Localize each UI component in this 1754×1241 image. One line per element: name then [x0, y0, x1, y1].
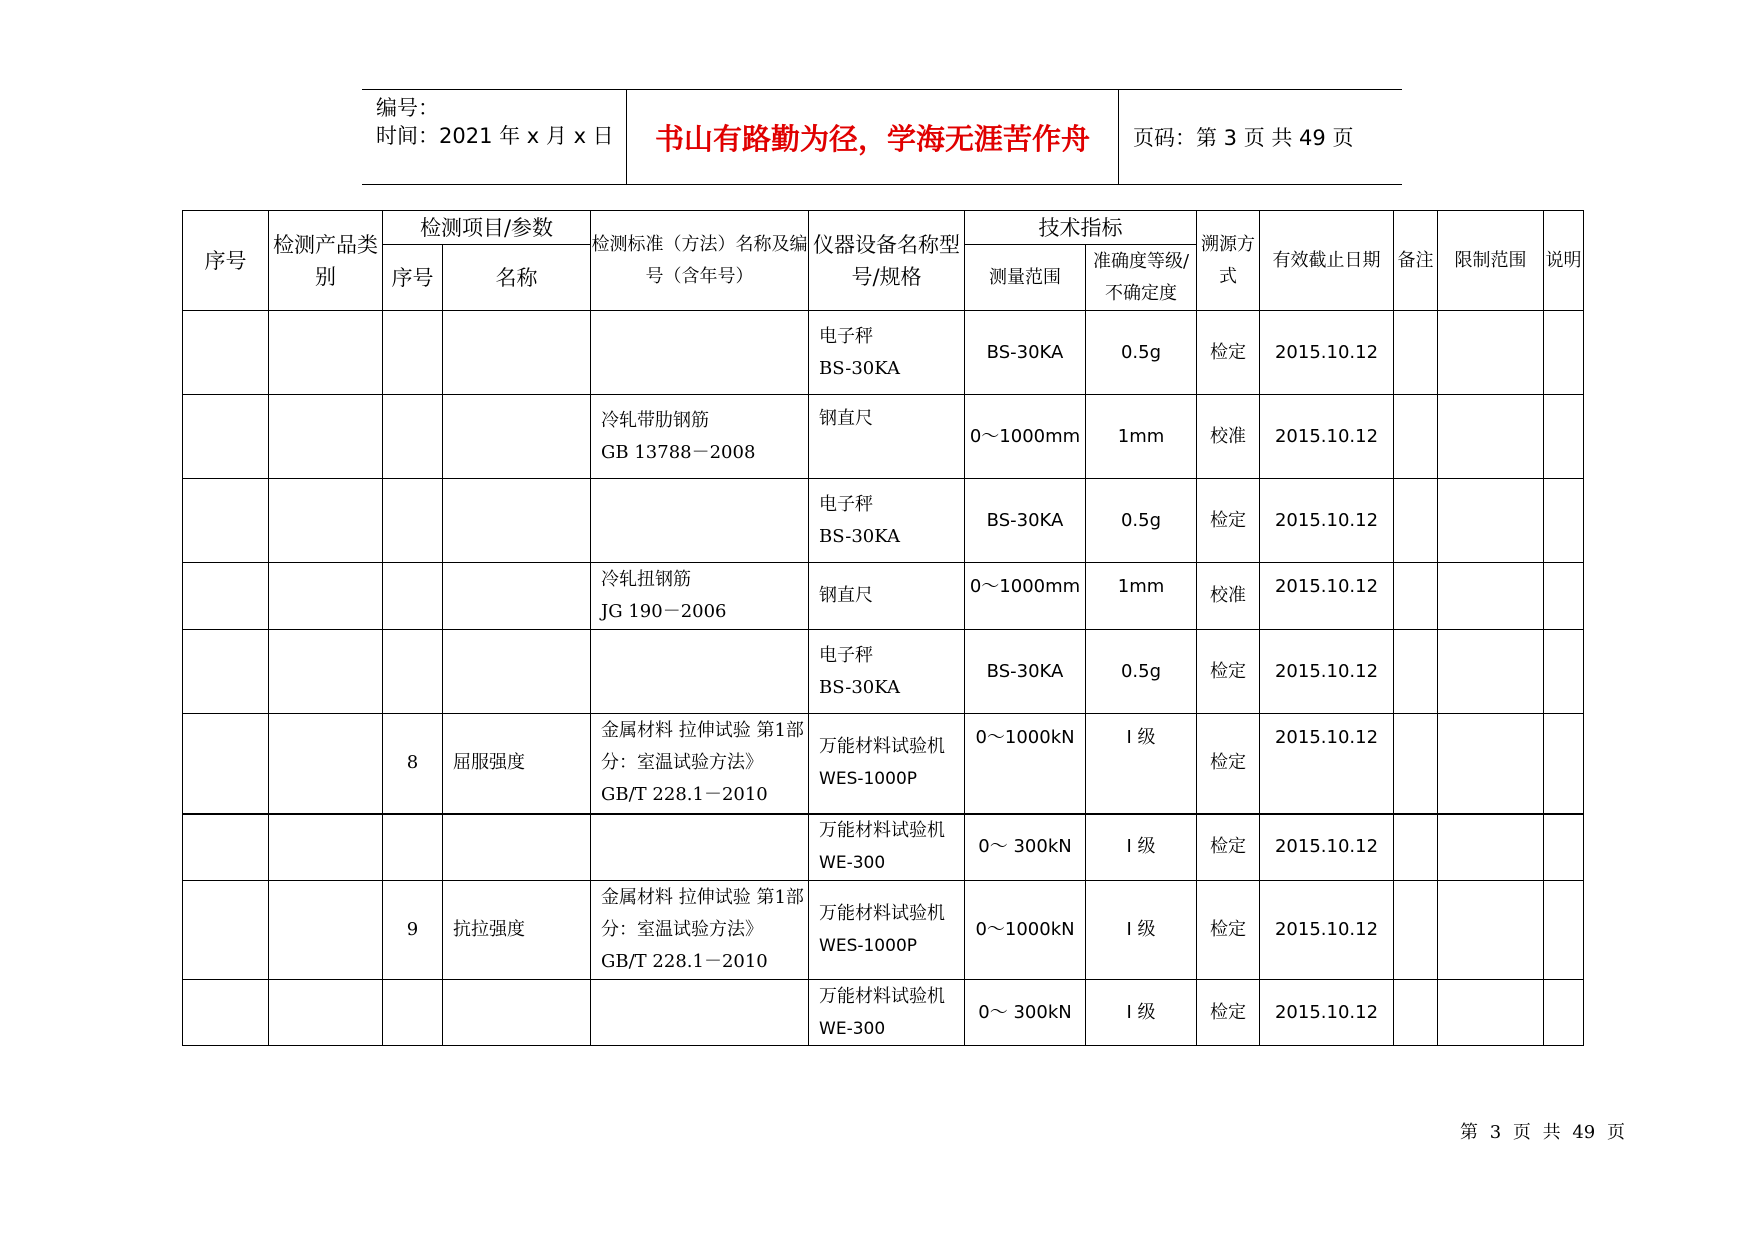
cell-item-seq — [383, 311, 443, 395]
standard-code: GB/T 228.1－2010 — [601, 784, 768, 806]
cell-desc — [1544, 714, 1584, 814]
cell-seq — [183, 563, 269, 630]
table-row — [183, 563, 1584, 630]
header-item-name: 名称 — [443, 245, 591, 311]
cell-item-name: 屈服强度 — [443, 714, 591, 814]
standard-code: JG 190－2006 — [601, 601, 727, 622]
cell-item-seq — [383, 395, 443, 479]
cell-seq — [183, 479, 269, 563]
cell-standard — [591, 311, 809, 395]
cell-equipment — [809, 311, 965, 395]
standard-name: 金属材料 拉伸试验 第1部分：室温试验方法》 — [601, 887, 804, 940]
cell-expiry: 2015.10.12 — [1260, 563, 1394, 630]
cell-note — [1394, 714, 1438, 814]
cell-accuracy: 1mm — [1086, 563, 1197, 630]
cell-expiry: 2015.10.12 — [1260, 395, 1394, 479]
cell-desc — [1544, 881, 1584, 980]
cell-seq — [183, 630, 269, 714]
cell-desc — [1544, 395, 1584, 479]
cell-category — [269, 311, 383, 395]
header-tech-group: 技术指标 — [965, 211, 1197, 245]
equipment-model: BS-30KA — [819, 357, 900, 379]
cell-limit — [1438, 881, 1544, 980]
cell-note — [1394, 395, 1438, 479]
cell-expiry: 2015.10.12 — [1260, 881, 1394, 980]
document-header — [362, 89, 1402, 185]
cell-desc — [1544, 311, 1584, 395]
standard-name: 金属材料 拉伸试验 第1部分：室温试验方法》 — [601, 720, 804, 774]
cell-accuracy: I 级 — [1086, 814, 1197, 881]
cell-standard — [591, 395, 809, 479]
cell-item-name — [443, 630, 591, 714]
equipment-name: 万能材料试验机 — [819, 820, 946, 842]
cell-equipment — [809, 980, 965, 1046]
cell-limit — [1438, 980, 1544, 1046]
cell-range: BS-30KA — [965, 479, 1086, 563]
cell-equipment — [809, 563, 965, 630]
equipment-model: WES-1000P — [819, 936, 918, 956]
equipment-model: BS-30KA — [819, 525, 900, 547]
cell-equipment — [809, 881, 965, 980]
equipment-model: WE-300 — [819, 853, 886, 874]
table-body — [183, 311, 1584, 1046]
cell-item-seq — [383, 630, 443, 714]
cell-trace: 检定 — [1197, 814, 1260, 881]
header-expiry: 有效截止日期 — [1260, 211, 1394, 311]
header-meta — [362, 90, 627, 184]
cell-range: 0～ 300kN — [965, 814, 1086, 881]
cell-standard — [591, 479, 809, 563]
cell-item-name — [443, 980, 591, 1046]
cell-expiry: 2015.10.12 — [1260, 311, 1394, 395]
cell-desc — [1544, 563, 1584, 630]
cell-item-seq: 8 — [383, 714, 443, 814]
header-trace: 溯源方式 — [1197, 211, 1260, 311]
table-row — [183, 814, 1584, 881]
cell-range: 0～ 300kN — [965, 980, 1086, 1046]
header-accuracy: 准确度等级/不确定度 — [1086, 245, 1197, 311]
table-row — [183, 479, 1584, 563]
cell-trace: 检定 — [1197, 311, 1260, 395]
page-info: 页码：第 3 页 共 49 页 — [1133, 126, 1354, 150]
cell-equipment — [809, 714, 965, 814]
cell-seq — [183, 881, 269, 980]
cell-category — [269, 714, 383, 814]
table-row — [183, 714, 1584, 814]
cell-category — [269, 980, 383, 1046]
table-row — [183, 980, 1584, 1046]
cell-seq — [183, 980, 269, 1046]
cell-standard — [591, 814, 809, 881]
cell-range: BS-30KA — [965, 630, 1086, 714]
standard-name: 冷轧带肋钢筋 — [601, 409, 710, 431]
cell-note — [1394, 563, 1438, 630]
header-range: 测量范围 — [965, 245, 1086, 311]
cell-equipment — [809, 395, 965, 479]
cell-note — [1394, 881, 1438, 980]
cell-desc — [1544, 814, 1584, 881]
equipment-name: 万能材料试验机 — [819, 903, 946, 924]
equipment-model: WE-300 — [819, 1018, 886, 1039]
cell-expiry: 2015.10.12 — [1260, 980, 1394, 1046]
header-standard: 检测标准（方法）名称及编号（含年号） — [591, 211, 809, 311]
equipment-name: 电子秤 — [819, 325, 874, 347]
standard-code: GB 13788－2008 — [601, 441, 756, 463]
cell-category — [269, 479, 383, 563]
cell-limit — [1438, 630, 1544, 714]
table-row — [183, 881, 1584, 980]
cell-expiry: 2015.10.12 — [1260, 630, 1394, 714]
cell-item-name — [443, 479, 591, 563]
cell-item-seq: 9 — [383, 881, 443, 980]
cell-trace: 检定 — [1197, 630, 1260, 714]
equipment-name: 电子秤 — [819, 644, 874, 666]
header-category: 检测产品类别 — [269, 211, 383, 311]
cell-note — [1394, 311, 1438, 395]
equipment-model: BS-30KA — [819, 676, 900, 698]
time-label: 时间：2021 年 x 月 x 日 — [376, 124, 614, 148]
header-seq: 序号 — [183, 211, 269, 311]
equipment-name: 万能材料试验机 — [819, 736, 946, 758]
header-limit: 限制范围 — [1438, 211, 1544, 311]
cell-limit — [1438, 714, 1544, 814]
header-item-seq: 序号 — [383, 245, 443, 311]
cell-item-name — [443, 814, 591, 881]
equipment-name: 电子秤 — [819, 493, 874, 515]
cell-desc — [1544, 630, 1584, 714]
table-row — [183, 630, 1584, 714]
standard-code: GB/T 228.1－2010 — [601, 951, 768, 972]
cell-item-name — [443, 311, 591, 395]
cell-equipment — [809, 479, 965, 563]
inspection-table — [182, 210, 1584, 1046]
header-item-group: 检测项目/参数 — [383, 211, 591, 245]
cell-accuracy: 0.5g — [1086, 479, 1197, 563]
header-desc: 说明 — [1544, 211, 1584, 311]
cell-limit — [1438, 563, 1544, 630]
cell-limit — [1438, 814, 1544, 881]
cell-expiry: 2015.10.12 — [1260, 479, 1394, 563]
cell-limit — [1438, 395, 1544, 479]
cell-item-seq — [383, 479, 443, 563]
doc-number-label: 编号： — [376, 96, 439, 120]
equipment-model: WES-1000P — [819, 769, 918, 790]
motto: 书山有路勤为径，学海无涯苦作舟 — [627, 90, 1119, 184]
standard-name: 冷轧扭钢筋 — [601, 569, 692, 590]
cell-accuracy: I 级 — [1086, 980, 1197, 1046]
cell-trace: 检定 — [1197, 980, 1260, 1046]
cell-expiry: 2015.10.12 — [1260, 714, 1394, 814]
cell-category — [269, 881, 383, 980]
cell-item-seq — [383, 980, 443, 1046]
cell-note — [1394, 479, 1438, 563]
cell-accuracy: 0.5g — [1086, 311, 1197, 395]
cell-trace: 检定 — [1197, 881, 1260, 980]
cell-item-name — [443, 563, 591, 630]
cell-category — [269, 814, 383, 881]
cell-item-name — [443, 395, 591, 479]
cell-range: 0～1000mm — [965, 563, 1086, 630]
cell-desc — [1544, 479, 1584, 563]
cell-accuracy: 0.5g — [1086, 630, 1197, 714]
cell-limit — [1438, 311, 1544, 395]
equipment-name: 钢直尺 — [819, 408, 874, 429]
cell-item-seq — [383, 814, 443, 881]
cell-seq — [183, 395, 269, 479]
cell-seq — [183, 814, 269, 881]
cell-standard — [591, 714, 809, 814]
cell-expiry: 2015.10.12 — [1260, 814, 1394, 881]
cell-note — [1394, 980, 1438, 1046]
table-row — [183, 311, 1584, 395]
cell-range: 0～1000kN — [965, 881, 1086, 980]
cell-seq — [183, 311, 269, 395]
cell-accuracy: I 级 — [1086, 881, 1197, 980]
cell-trace: 检定 — [1197, 714, 1260, 814]
cell-limit — [1438, 479, 1544, 563]
cell-trace: 校准 — [1197, 563, 1260, 630]
cell-item-name: 抗拉强度 — [443, 881, 591, 980]
cell-equipment — [809, 814, 965, 881]
cell-standard — [591, 630, 809, 714]
equipment-name: 钢直尺 — [819, 585, 874, 606]
cell-equipment — [809, 630, 965, 714]
equipment-name: 万能材料试验机 — [819, 985, 946, 1007]
cell-category — [269, 630, 383, 714]
cell-accuracy: 1mm — [1086, 395, 1197, 479]
page-footer: 第 3 页 共 49 页 — [1460, 1122, 1625, 1143]
cell-trace: 校准 — [1197, 395, 1260, 479]
cell-item-seq — [383, 563, 443, 630]
cell-note — [1394, 630, 1438, 714]
cell-trace: 检定 — [1197, 479, 1260, 563]
cell-desc — [1544, 980, 1584, 1046]
cell-range: 0～1000kN — [965, 714, 1086, 814]
cell-category — [269, 563, 383, 630]
cell-range: 0～1000mm — [965, 395, 1086, 479]
cell-seq — [183, 714, 269, 814]
header-note: 备注 — [1394, 211, 1438, 311]
cell-accuracy: I 级 — [1086, 714, 1197, 814]
cell-note — [1394, 814, 1438, 881]
cell-category — [269, 395, 383, 479]
cell-standard — [591, 881, 809, 980]
cell-standard — [591, 980, 809, 1046]
table-row — [183, 395, 1584, 479]
cell-range: BS-30KA — [965, 311, 1086, 395]
cell-standard — [591, 563, 809, 630]
header-equipment: 仪器设备名称型号/规格 — [809, 211, 965, 311]
